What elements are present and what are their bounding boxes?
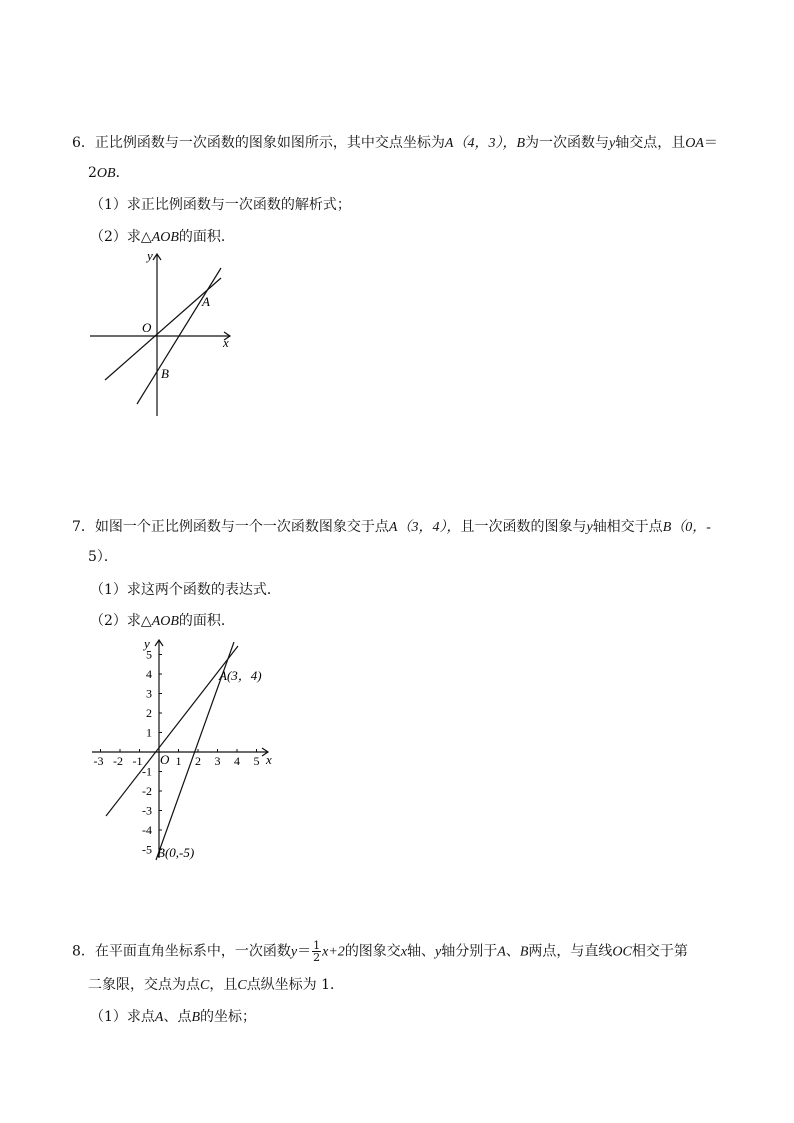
q7-x-tick-label: 4 (234, 754, 240, 768)
q7-sub2 (90, 612, 235, 631)
q7-y-tick-label: -3 (142, 803, 152, 818)
q6-b: B (516, 136, 526, 151)
q7-figure (88, 636, 288, 864)
q6-two: 2 (88, 165, 97, 181)
q6-sub2-post: 的面积． (178, 229, 235, 245)
q8-text-post: 两点，与直线 (528, 943, 613, 960)
q8-frac-den: 2 (313, 951, 321, 964)
q6-var-y: y (609, 136, 616, 151)
q7-point-b: B（0，- (662, 520, 711, 535)
q7-x-tick-label: -3 (93, 754, 104, 768)
q8-eq: ＝ (297, 943, 312, 960)
q7-y-tick-label: 5 (146, 647, 152, 662)
q8-b: B (519, 944, 529, 960)
q7-x-tick-label: 3 (214, 754, 221, 768)
q7-sub1: （1）求这两个函数的表达式． (90, 582, 281, 598)
q6-eq: ＝ (703, 135, 718, 151)
q8-sub1 (90, 1008, 256, 1027)
q7-x-tick-label: -1 (132, 754, 143, 768)
q7-y-tick-label: -1 (142, 764, 152, 779)
q7-line1 (72, 518, 711, 537)
q6-oa: OA (685, 136, 704, 151)
q6-label-o: O (142, 320, 152, 335)
q8-x-term: x+2 (322, 944, 345, 960)
q6-figure (85, 248, 245, 420)
q8-oc: OC (612, 944, 632, 960)
q8-text-mid3: 轴分别于 (441, 943, 498, 960)
q8-a: A (497, 944, 506, 960)
q7-x-tick-label: 1 (175, 754, 182, 768)
q6-text-d: 轴交点，且 (615, 135, 686, 151)
q6-sub2 (90, 228, 235, 247)
q8-text-end: 相交于第 (631, 943, 688, 960)
q7-y-tick-label: 3 (146, 686, 152, 701)
q6-label-b: B (161, 366, 169, 381)
q6-sub2-aob: AOB (151, 230, 179, 245)
q7-y-tick-label: -2 (142, 784, 152, 798)
q7-label-x: x (266, 752, 272, 767)
q7-y-tick-label: 4 (146, 667, 152, 681)
q8-text-mid: 的图象交 (344, 943, 401, 960)
q8-sub1-mid: 、点 (163, 1009, 192, 1025)
q6-text: 6．正比例函数与一次函数的图象如图所示，其中交点坐标为 (72, 135, 445, 151)
q7-label-b: B(0,-5) (157, 845, 195, 860)
q8-line2 (88, 976, 344, 995)
q7-text-mid2: 轴相交于点 (592, 519, 663, 535)
q8-sub1-b: B (191, 1010, 201, 1025)
q7-y-tick-label: 2 (146, 706, 152, 720)
q6-label-x: x (223, 335, 229, 350)
q8-x: x (400, 944, 408, 960)
q8-fraction (312, 940, 321, 963)
q8-y2: y (435, 944, 442, 960)
q6-label-a: A (202, 294, 210, 309)
q7-x-tick-label: -2 (113, 754, 123, 768)
q8-l2-post: 点纵坐标为 1． (246, 977, 345, 993)
q7-text: 7．如图一个正比例函数与一个一次函数图象交于点 (72, 519, 389, 535)
q6-label-y: y (147, 248, 153, 263)
q7-sub2-post: 的面积． (178, 613, 235, 629)
q7-x-tick-label: 5 (253, 754, 260, 768)
q7-axes (92, 636, 272, 860)
q7-text-mid: 且一次函数的图象与 (460, 519, 587, 535)
q7-sub2-pre: （2）求△ (90, 613, 152, 629)
q8-l2-mid: ，且 (209, 977, 238, 993)
q7-label-a: A(3，4) (219, 668, 262, 683)
q8-frac-num: 1 (313, 939, 321, 952)
q6-sub1: （1）求正比例函数与一次函数的解析式； (90, 197, 351, 213)
q7-y-tick-label: -4 (142, 823, 152, 837)
q8-sub1-pre: （1）求点 (90, 1009, 155, 1025)
q8-text: 8．在平面直角坐标系中，一次函数 (72, 943, 291, 960)
q6-line2 (88, 164, 130, 183)
q8-y: y (290, 944, 298, 960)
q8-sub1-a: A (154, 1010, 164, 1025)
q6-text-c: 为一次函数与 (525, 135, 610, 151)
q7-label-y: y (144, 636, 150, 651)
q8-text-mid2: 轴、 (407, 943, 436, 960)
q8-sub1-post: 的坐标； (200, 1009, 257, 1025)
q6-point-a: A（4，3）， (444, 136, 517, 151)
q7-x-tick-label: 2 (195, 754, 201, 768)
q7-line2: 5）． (88, 549, 118, 565)
q7-label-o: O (160, 752, 170, 767)
q6-sub2-pre: （2）求△ (90, 229, 152, 245)
q7-var-y: y (586, 520, 593, 535)
q7-sub2-aob: AOB (151, 614, 179, 629)
q7-y-tick-label: 1 (146, 725, 152, 740)
q6-line1 (72, 134, 718, 153)
q7-y-tick-label: -5 (142, 842, 152, 857)
q8-c: C (200, 978, 210, 993)
q8-line1 (72, 940, 688, 963)
q8-c2: C (237, 978, 247, 993)
q8-l2-pre: 二象限，交点为点 (88, 977, 200, 993)
q6-ob: OB (96, 166, 116, 181)
q7-point-a: A（3，4）， (388, 520, 461, 535)
q8-sep: 、 (505, 943, 520, 960)
q6-period: ． (115, 165, 130, 181)
